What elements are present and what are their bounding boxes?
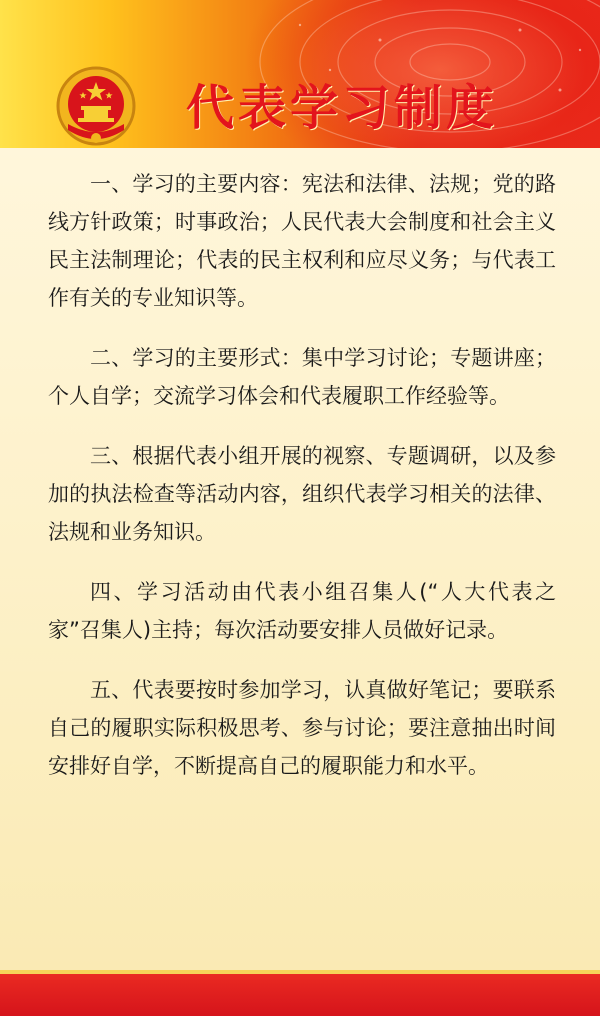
regulation-text <box>48 165 556 807</box>
paragraph-3: 三、根据代表小组开展的视察、专题调研，以及参加的执法检查等活动内容，组织代表学习相关的法律、法规和业务知识。 <box>48 444 556 544</box>
header-banner <box>0 0 600 148</box>
paragraph-5: 五、代表要按时参加学习，认真做好笔记；要联系自己的履职实际积极思考、参与讨论；要注意抽出时间安排好自学，不断提高自己的履职能力和水平。 <box>48 678 556 778</box>
page-title: 代表学习制度 <box>186 80 499 136</box>
paragraph-1: 一、学习的主要内容：宪法和法律、法规；党的路线方针政策；时事政治；人民代表大会制度和社会主义民主法制理论；代表的民主权利和应尽义务；与代表工作有关的专业知识等。 <box>48 172 556 310</box>
paragraph-2: 二、学习的主要形式：集中学习讨论；专题讲座；个人自学；交流学习体会和代表履职工作经验等。 <box>48 346 556 408</box>
paragraph-4: 四、学习活动由代表小组召集人(“人大代表之家”召集人)主持；每次活动要安排人员做好记录。 <box>48 580 556 642</box>
footer-bar <box>0 974 600 1016</box>
national-emblem-icon <box>54 64 138 150</box>
